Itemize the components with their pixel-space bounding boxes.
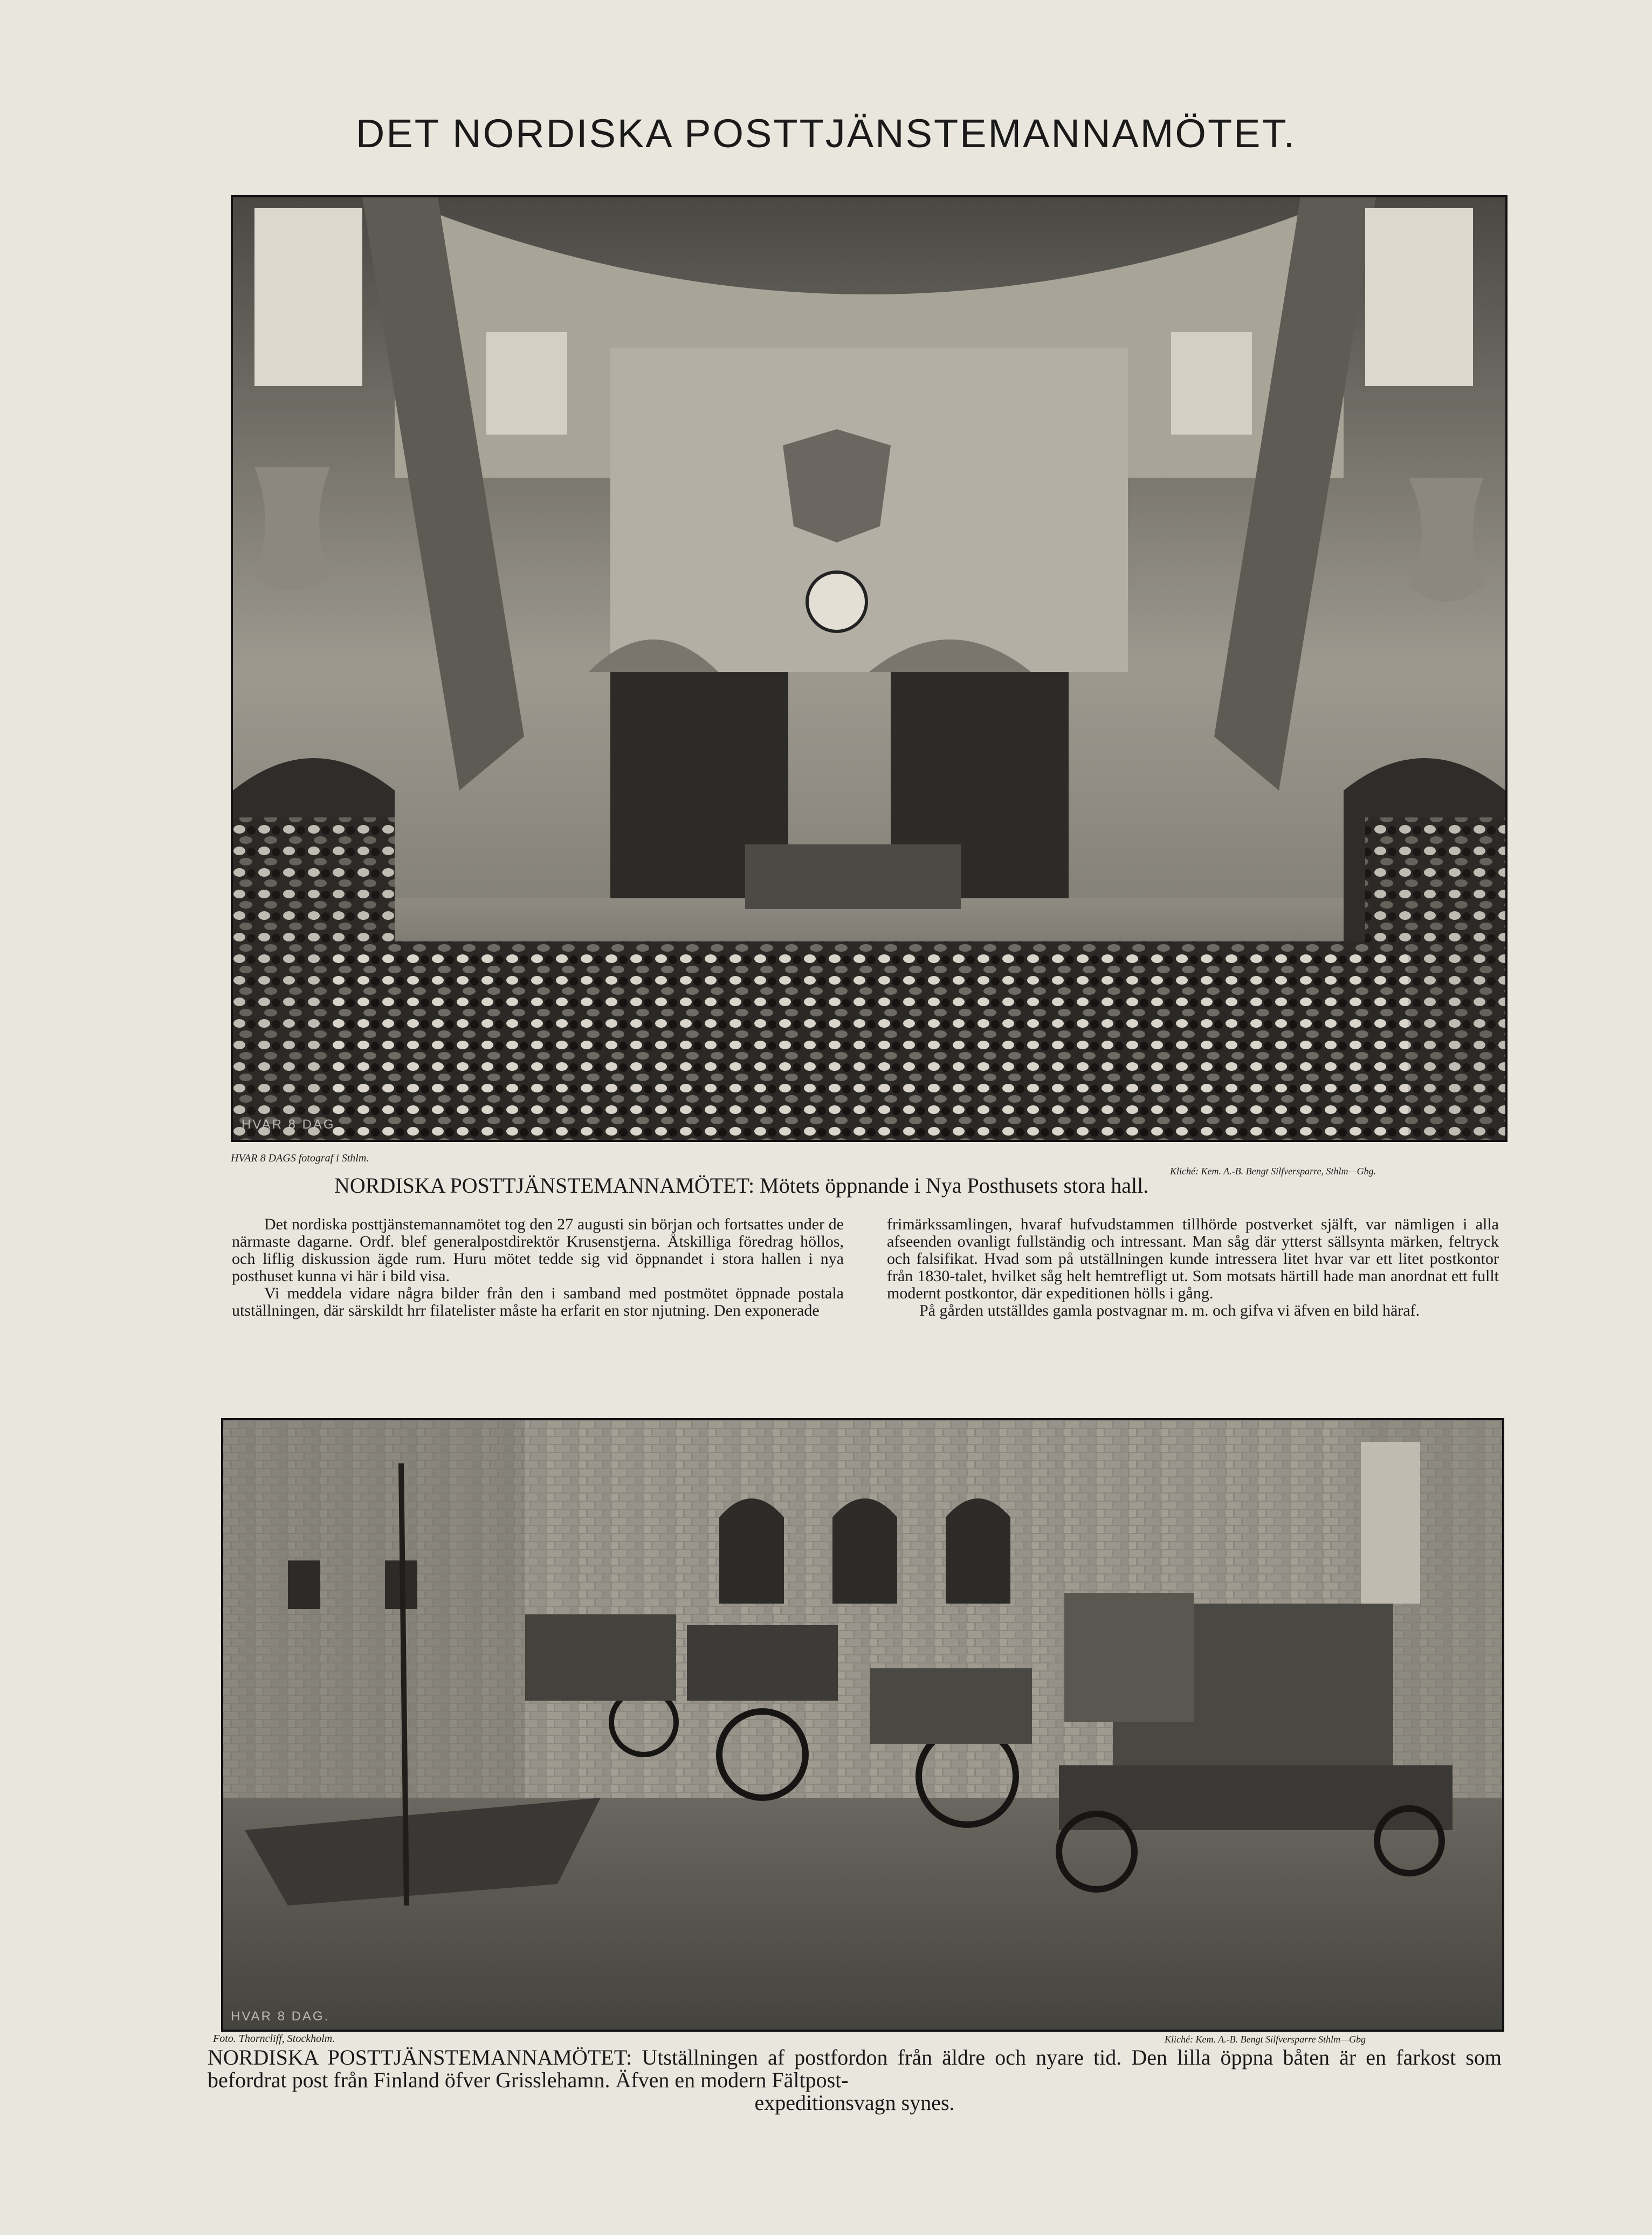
photo-meeting-hall: [231, 195, 1508, 1142]
meeting-hall-illustration: [233, 197, 1505, 1140]
photo-mail-carriages: [221, 1418, 1504, 2032]
caption-text: Utställningen af postfordon från äldre och nyare tid. Den lilla öppna båten är en farkost som befordrat post från Finland öfver Grisslehamn. Äfven en modern Fältpost-: [208, 2045, 1502, 2092]
caption-lead: NORDISKA POSTTJÄNSTEMANNAMÖTET:: [208, 2045, 632, 2069]
engraver-credit: Kliché: Kem. A.-B. Bengt Silfversparre Sthlm—Gbg: [1165, 2034, 1366, 2045]
caption-lead: NORDISKA POSTTJÄNSTEMANNAMÖTET:: [334, 1173, 755, 1198]
photo-watermark: HVAR 8 DAG.: [242, 1117, 341, 1132]
article-column-left: [232, 1216, 844, 1319]
article-column-right: [887, 1216, 1499, 1319]
caption-text: Mötets öppnande i Nya Posthusets stora hall.: [760, 1173, 1149, 1198]
article-paragraph: På gården utställdes gamla postvagnar m. m. och gifva vi äfven en bild häraf.: [919, 1302, 1420, 1319]
caption-last-line: expeditionsvagn synes.: [754, 2090, 955, 2115]
photo-watermark: HVAR 8 DAG.: [231, 2009, 330, 2024]
photographer-credit: Foto. Thorncliff, Stockholm.: [213, 2033, 335, 2045]
page-title: DET NORDISKA POSTTJÄNSTEMANNAMÖTET.: [355, 111, 1297, 156]
caption-carriages: [208, 2046, 1502, 2114]
article-paragraph: Vi meddela vidare några bilder från den i samband med postmötet öppnade postala utställningen, där särskildt hrr filatelister måste ha erfarit en stor njutning. Den exponerade: [232, 1284, 844, 1319]
engraver-credit: Kliché: Kem. A.-B. Bengt Silfversparre, Sthlm—Gbg.: [1170, 1166, 1376, 1177]
article-paragraph: frimärkssamlingen, hvaraf hufvudstammen tillhörde postverket själft, var nämligen i alla afseenden ovanligt fullständig och intressant. Man såg där ytterst sällsynta märken, feltryck och falsifikat. Hvad som på utställningen kunde intressera litet hvar var ett litet postkontor från 1830-talet, hvilket såg helt hemtrefligt ut. Som motsats härtill hade man anordnat ett fullt modernt postkontor, där expeditionen hölls i gång.: [887, 1215, 1499, 1302]
mail-carriages-illustration: [223, 1420, 1502, 2030]
article-paragraph: Det nordiska posttjänstemannamötet tog den 27 augusti sin början och fortsattes under de närmaste dagarne. Ordf. blef generalpostdirektör Krusenstjerna. Åtskilliga föredrag höllos, och liflig diskussion ägde rum. Huru mötet tedde sig vid öppnandet i stora hallen i nya posthuset kunna vi här i bild visa.: [232, 1215, 844, 1285]
photographer-credit: HVAR 8 DAGS fotograf i Sthlm.: [231, 1152, 369, 1164]
caption-meeting: [334, 1173, 1547, 1198]
